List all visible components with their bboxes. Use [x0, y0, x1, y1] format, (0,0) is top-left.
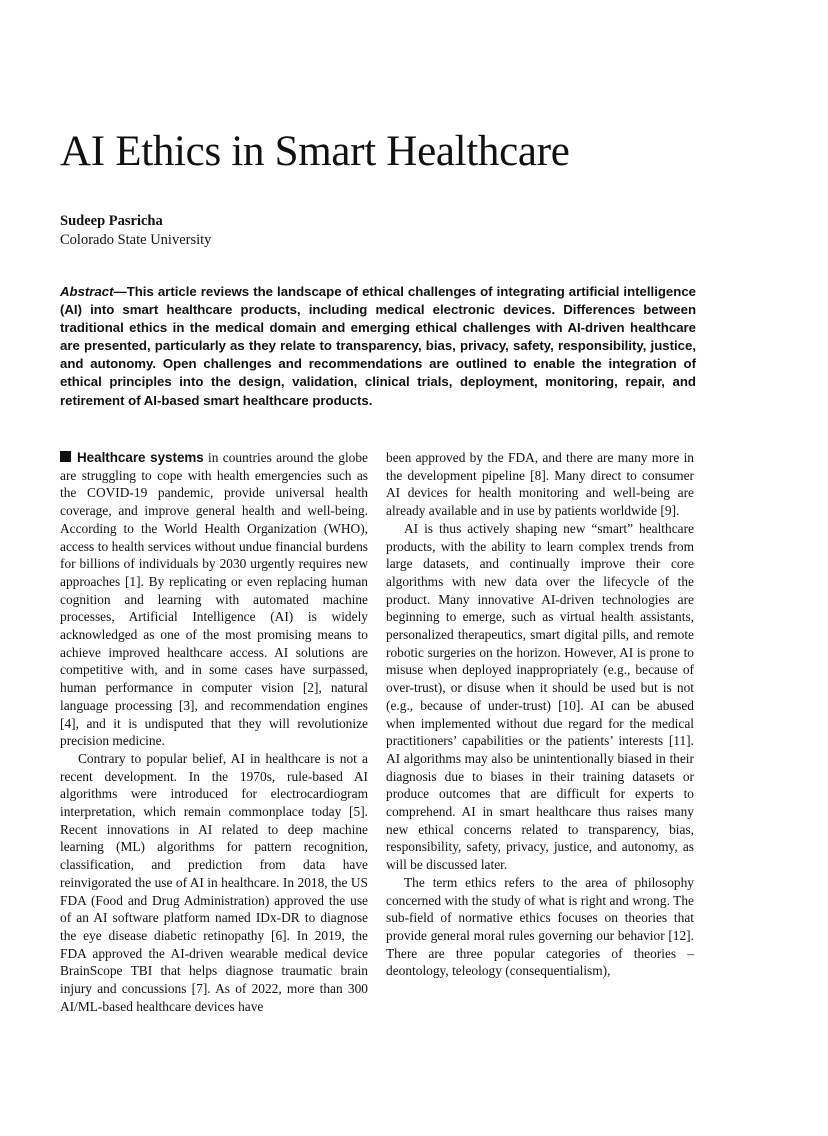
- body-column-left: [60, 449, 368, 1016]
- paper-title: AI Ethics in Smart Healthcare: [60, 128, 570, 175]
- body-column-right: [386, 449, 694, 980]
- abstract-label: Abstract: [60, 284, 114, 299]
- section-heading: Healthcare systems: [77, 450, 204, 465]
- paragraph-text: in countries around the globe are struggling to cope with health emergencies such as the COVID-19 pandemic, provide universal health coverage, and improve general health and well-being. According to the World Health Organization (WHO), access to health services without undue financial burdens for billions of individuals by 2030 urgently requires new approaches [1]. By replicating or even replacing human cognition and learning with automated machine processes, Artificial Intelligence (AI) is widely acknowledged as one of the most promising means to achieve improved healthcare access. AI solutions are competitive with, and in some cases have surpassed, human performance in computer vision [2], natural language processing [3], and recommendation engines [4], and it is undisputed that they will revolutionize precision medicine.: [60, 450, 368, 749]
- body-paragraph: The term ethics refers to the area of philosophy concerned with the study of what is right and wrong. The sub-field of normative ethics focuses on theories that provide general moral rules governing our behavior [12]. There are three popular categories of theories – deontology, teleology (consequentialism),: [386, 874, 694, 979]
- body-paragraph: Contrary to popular belief, AI in healthcare is not a recent development. In the 1970s, rule-based AI algorithms were introduced for electrocardiogram interpretation, which remain commonplace today [5]. Recent innovations in AI related to deep machine learning (ML) algorithms for pattern recognition, classification, and prediction from data have reinvigorated the use of AI in healthcare. In 2018, the US FDA (Food and Drug Administration) approved the use of an AI software platform named IDx-DR to diagnose the eye disease diabetic retinopathy [6]. In 2019, the FDA approved the AI-driven wearable medical device BrainScope TBI that helps diagnose traumatic brain injury and concussions [7]. As of 2022, more than 300 AI/ML-based healthcare devices have: [60, 750, 368, 1014]
- abstract-text: —This article reviews the landscape of ethical challenges of integrating artificial intelligence (AI) into smart healthcare products, including medical electronic devices. Differences between traditional ethics in the medical domain and emerging ethical challenges with AI-driven healthcare are presented, particularly as they relate to transparency, bias, privacy, safety, responsibility, justice, and autonomy. Open challenges and recommendations are outlined to enable the integration of ethical principles into the design, validation, clinical trials, deployment, monitoring, repair, and retirement of AI-based smart healthcare products.: [60, 284, 696, 408]
- abstract: [60, 283, 696, 410]
- body-paragraph: AI is thus actively shaping new “smart” healthcare products, with the ability to learn complex trends from large datasets, and continually improve their core algorithms with new data over the lifecycle of the product. Many innovative AI-driven technologies are beginning to emerge, such as virtual health assistants, personalized therapeutics, smart digital pills, and remote robotic surgeries on the horizon. However, AI is prone to misuse when deployed inappropriately (e.g., because of over-trust), or disuse when it should be used but is not (e.g., because of under-trust) [10]. AI can be abused when implemented without due regard for the medical practitioners’ capabilities or the patients’ interests [11]. AI algorithms may also be unintentionally biased in their diagnosis due to biases in their training datasets or produce outcomes that are difficult for experts to comprehend. AI in smart healthcare thus raises many new ethical concerns related to transparency, bias, responsibility, safety, privacy, justice, and autonomy, as will be discussed later.: [386, 520, 694, 873]
- author-block: [60, 212, 560, 250]
- body-paragraph: been approved by the FDA, and there are many more in the development pipeline [8]. Many direct to consumer AI devices for health monitoring and well-being are already available and in use by patients worldwide [9].: [386, 450, 694, 519]
- author-name: Sudeep Pasricha: [60, 213, 163, 229]
- section-square-icon: [60, 451, 71, 462]
- author-affiliation: Colorado State University: [60, 232, 212, 248]
- body-paragraph: [60, 449, 368, 750]
